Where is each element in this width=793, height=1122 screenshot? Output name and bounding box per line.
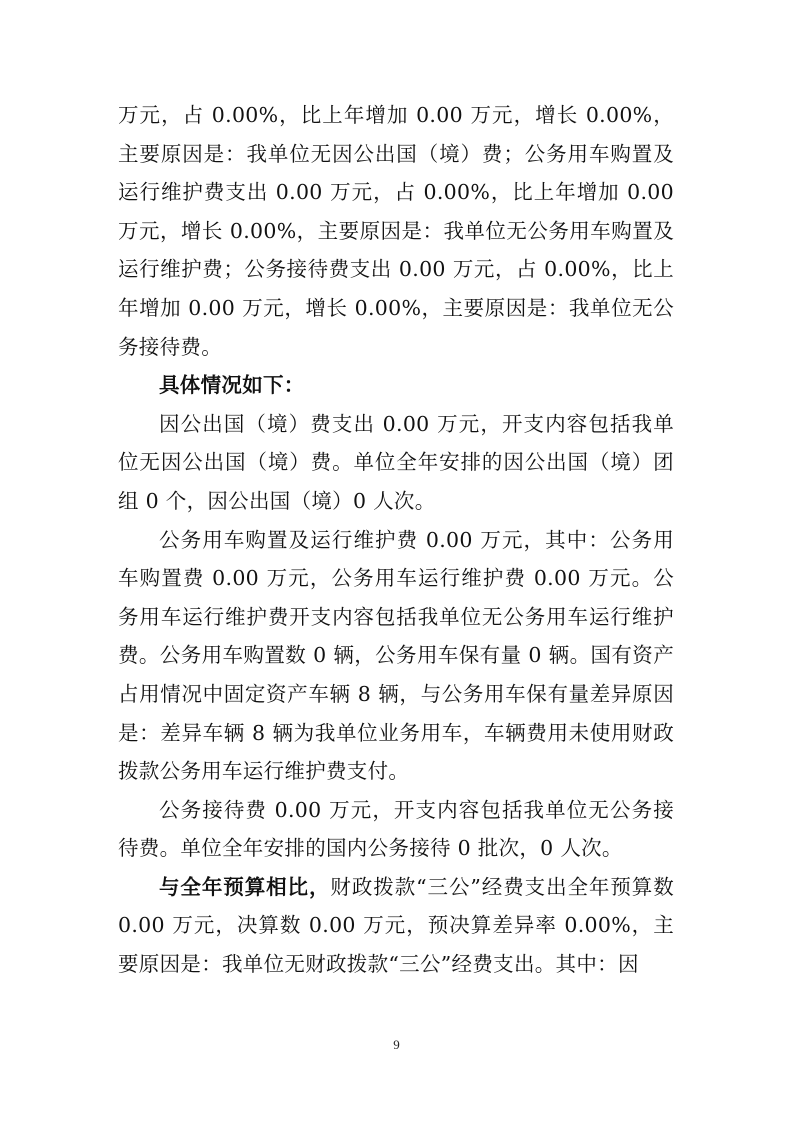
- page-number: 9: [393, 1037, 400, 1052]
- paragraph-continuation: 万元，占 0.00%，比上年增加 0.00 万元，增长 0.00%，主要原因是：我单位无因公出国（境）费；公务用车购置及运行维护费支出 0.00 万元，占 0.00%，比上年增加 0.00 万元，增长 0.00%，主要原因是：我单位无公务用车购置及运行维护费；公务接待费支出 0.00 万元，占 0.00%，比上年增加 0.00 万元，增长 0.00%，主要原因是：我单位无公务接待费。: [118, 103, 674, 359]
- paragraph-vehicle: 公务用车购置及运行维护费 0.00 万元，其中：公务用车购置费 0.00 万元，公务用车运行维护费 0.00 万元。公务用车运行维护费开支内容包括我单位无公务用车运行维护费。公务用车购置数 0 辆，公务用车保有量 0 辆。国有资产占用情况中固定资产车辆 8 辆，与公务用车保有量差异原因是：差异车辆 8 辆为我单位业务用车，车辆费用未使用财政拨款公务用车运行维护费支付。: [118, 527, 674, 784]
- paragraph-travel-abroad: 因公出国（境）费支出 0.00 万元，开支内容包括我单位无因公出国（境）费。单位全年安排的因公出国（境）团组 0 个，因公出国（境）0 人次。: [118, 411, 674, 513]
- budget-comparison-lead: 与全年预算相比，: [159, 874, 331, 899]
- paragraph-budget-comparison: [118, 868, 674, 984]
- document-body: [118, 96, 674, 984]
- section-heading: 具体情况如下：: [159, 373, 305, 398]
- budget-comparison-text: 财政拨款“三公”经费支出全年预算数 0.00 万元，决算数 0.00 万元，预决算差异率 0.00%，主要原因是：我单位无财政拨款“三公”经费支出。其中：因: [118, 874, 675, 977]
- paragraph-reception: 公务接待费 0.00 万元，开支内容包括我单位无公务接待费。单位全年安排的国内公务接待 0 批次，0 人次。: [118, 797, 674, 861]
